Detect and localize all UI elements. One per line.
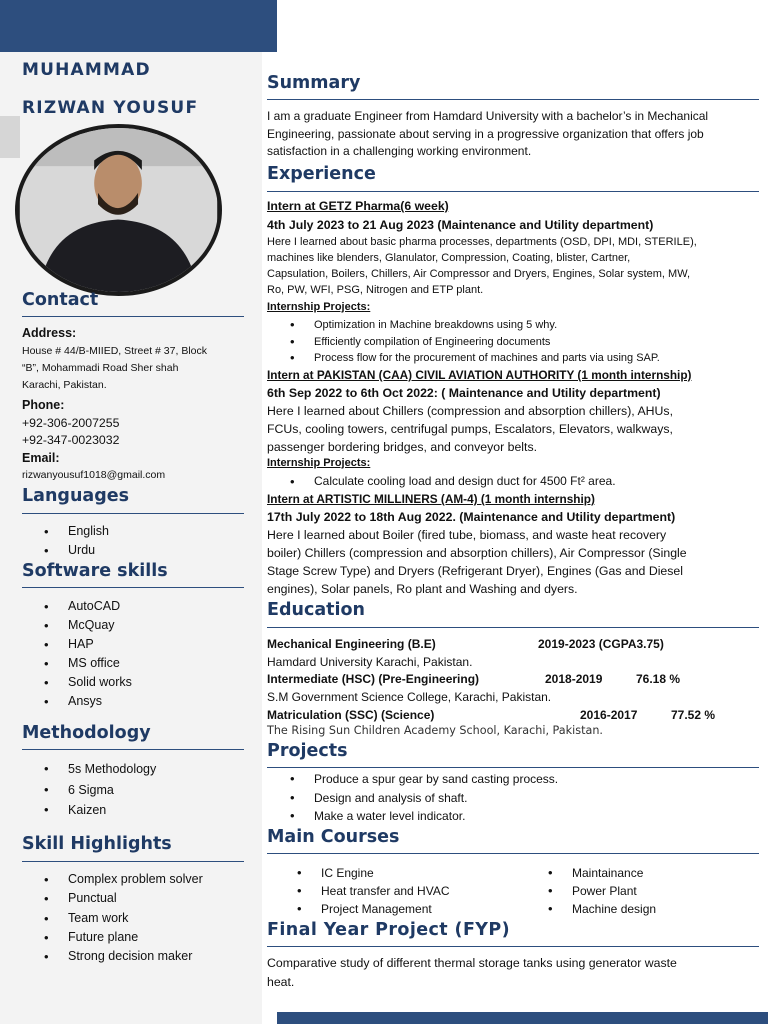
getz-line-2: machines like blenders, Glanulator, Compression, Coating, blister, Cartner, [267, 252, 631, 264]
caa-dates: 6th Sep 2022 to 6th Oct 2022: ( Maintenance and Utility department) [267, 386, 661, 400]
artistic-line-2: boiler) Chillers (compression and absorption chillers), Air Compressor (Single [267, 546, 687, 560]
contact-divider [22, 316, 244, 317]
caa-line-2: FCUs, cooling towers, centrifugal pumps, Escalators, Elevators, walkways, [267, 422, 673, 436]
list-item: • English [44, 522, 109, 541]
fyp-divider [267, 946, 759, 947]
getz-projects-list [290, 317, 660, 367]
address-label: Address: [22, 326, 77, 340]
be-years: 2019-2023 (CGPA3.75) [538, 637, 664, 651]
ssc-years: 2016-2017 [580, 708, 638, 722]
list-item: • Optimization in Machine breakdowns using 5 why. [290, 317, 660, 334]
skills-divider [22, 861, 244, 862]
name-last: RIZWAN YOUSUF [22, 98, 199, 118]
skills-list [44, 870, 203, 966]
software-heading: Software skills [22, 561, 168, 581]
address-line-3: Karachi, Pakistan. [22, 379, 107, 391]
caa-line-1: Here I learned about Chillers (compression and absorption chillers), AHUs, [267, 404, 673, 418]
projects-heading: Projects [267, 741, 348, 761]
list-item: • Punctual [44, 889, 203, 908]
courses-list-right [548, 864, 656, 918]
be-school: Hamdard University Karachi, Pakistan. [267, 655, 473, 669]
list-item: • Process flow for the procurement of machines and parts via using SAP. [290, 350, 660, 367]
list-item: • HAP [44, 635, 132, 654]
experience-heading: Experience [267, 164, 376, 184]
hsc-score: 76.18 % [636, 672, 681, 686]
list-item: • Ansys [44, 692, 132, 711]
hsc-school: S.M Government Science College, Karachi, Pakistan. [267, 690, 552, 704]
getz-dates: 4th July 2023 to 21 Aug 2023 (Maintenance and Utility department) [267, 218, 654, 232]
getz-line-1: Here I learned about basic pharma processes, departments (OSD, DPI, MDI, STERILE), [267, 236, 697, 248]
languages-list [44, 522, 109, 560]
caa-projects-label: Internship Projects: [267, 457, 371, 469]
getz-line-3: Capsulation, Boilers, Chillers, Air Compressor and Dryers, Engines, Solar system, MW, [267, 268, 691, 280]
list-item: • Urdu [44, 541, 109, 560]
artistic-line-4: engines), Solar panels, Ro plant and Washing and dyers. [267, 582, 578, 596]
list-item: • 6 Sigma [44, 780, 156, 801]
list-item: • AutoCAD [44, 597, 132, 616]
getz-line-4: Ro, PW, WFI, PSG, Nitrogen and ETP plant. [267, 284, 484, 296]
summary-text: I am a graduate Engineer from Hamdard University with a bachelor’s in Mechanical Engineering, passionate about serving in a progressive organization that offers job satisfaction in a challenging working environment. [267, 109, 709, 158]
education-divider [267, 627, 759, 628]
phone-1: +92-306-2007255 [22, 416, 120, 430]
address-line-2: “B”, Mohammadi Road Sher shah [22, 362, 179, 374]
artistic-dates: 17th July 2022 to 18th Aug 2022. (Maintenance and Utility department) [267, 510, 676, 524]
artistic-line-3: Stage Screw Type) and Dryers (Refrigerant Dryer), Engines (Gas and Diesel [267, 564, 683, 578]
address-line-1: House # 44/B-MIIED, Street # 37, Block [22, 345, 208, 357]
header-color-bar [0, 0, 277, 52]
list-item: • Team work [44, 909, 203, 928]
artistic-heading: Intern at ARTISTIC MILLINERS (AM-4) (1 month internship) [267, 492, 595, 506]
phone-label: Phone: [22, 398, 65, 412]
fyp-heading: Final Year Project (FYP) [267, 920, 511, 940]
software-list [44, 597, 132, 711]
projects-list [290, 770, 558, 826]
software-divider [22, 587, 244, 588]
profile-photo [15, 124, 222, 296]
list-item: • Strong decision maker [44, 947, 203, 966]
experience-divider [267, 191, 759, 192]
summary-heading: Summary [267, 73, 361, 93]
list-item: • Solid works [44, 673, 132, 692]
list-item: • Make a water level indicator. [290, 807, 558, 826]
list-item: • Project Management [297, 900, 450, 918]
ssc-score: 77.52 % [671, 708, 716, 722]
list-item: • Machine design [548, 900, 656, 918]
caa-projects-list [290, 473, 616, 490]
hsc-degree: Intermediate (HSC) (Pre-Engineering) [267, 672, 480, 686]
hsc-years: 2018-2019 [545, 672, 603, 686]
list-item: • Maintainance [548, 864, 656, 882]
artistic-line-1: Here I learned about Boiler (fired tube, biomass, and waste heat recovery [267, 528, 667, 542]
footer-color-bar [277, 1012, 768, 1024]
courses-divider [267, 853, 759, 854]
list-item: • Power Plant [548, 882, 656, 900]
fyp-line-1: Comparative study of different thermal storage tanks using generator waste [267, 956, 677, 970]
email-value: rizwanyousuf1018@gmail.com [22, 469, 166, 481]
contact-heading: Contact [22, 290, 99, 310]
skills-heading: Skill Highlights [22, 834, 172, 854]
decorative-block [0, 116, 20, 158]
courses-heading: Main Courses [267, 827, 400, 847]
summary-divider [267, 99, 759, 100]
list-item: • Kaizen [44, 800, 156, 821]
list-item: • McQuay [44, 616, 132, 635]
person-silhouette-icon [19, 128, 218, 292]
caa-heading: Intern at PAKISTAN (CAA) CIVIL AVIATION AUTHORITY (1 month internship) [267, 368, 692, 382]
languages-divider [22, 513, 244, 514]
courses-list-left [297, 864, 450, 918]
getz-heading: Intern at GETZ Pharma(6 week) [267, 199, 449, 213]
list-item: • Design and analysis of shaft. [290, 789, 558, 808]
list-item: • MS office [44, 654, 132, 673]
list-item: • Efficiently compilation of Engineering documents [290, 334, 660, 351]
list-item: • Calculate cooling load and design duct for 4500 Ft² area. [290, 473, 616, 490]
phone-2: +92-347-0023032 [22, 433, 120, 447]
ssc-school: The Rising Sun Children Academy School, Karachi, Pakistan. [267, 724, 603, 737]
getz-projects-label: Internship Projects: [267, 301, 371, 313]
list-item: • IC Engine [297, 864, 450, 882]
ssc-degree: Matriculation (SSC) (Science) [267, 708, 435, 722]
list-item: • Future plane [44, 928, 203, 947]
name-first: MUHAMMAD [22, 60, 151, 80]
education-heading: Education [267, 600, 365, 620]
list-item: • Complex problem solver [44, 870, 203, 889]
methodology-divider [22, 749, 244, 750]
methodology-heading: Methodology [22, 723, 151, 743]
email-label: Email: [22, 451, 60, 465]
list-item: • Heat transfer and HVAC [297, 882, 450, 900]
list-item: • Produce a spur gear by sand casting process. [290, 770, 558, 789]
fyp-line-2: heat. [267, 975, 295, 989]
projects-divider [267, 767, 759, 768]
caa-line-3: passenger bordering bridges, and conveyor belts. [267, 440, 538, 454]
methodology-list [44, 759, 156, 821]
be-degree: Mechanical Engineering (B.E) [267, 637, 436, 651]
languages-heading: Languages [22, 486, 130, 506]
list-item: • 5s Methodology [44, 759, 156, 780]
